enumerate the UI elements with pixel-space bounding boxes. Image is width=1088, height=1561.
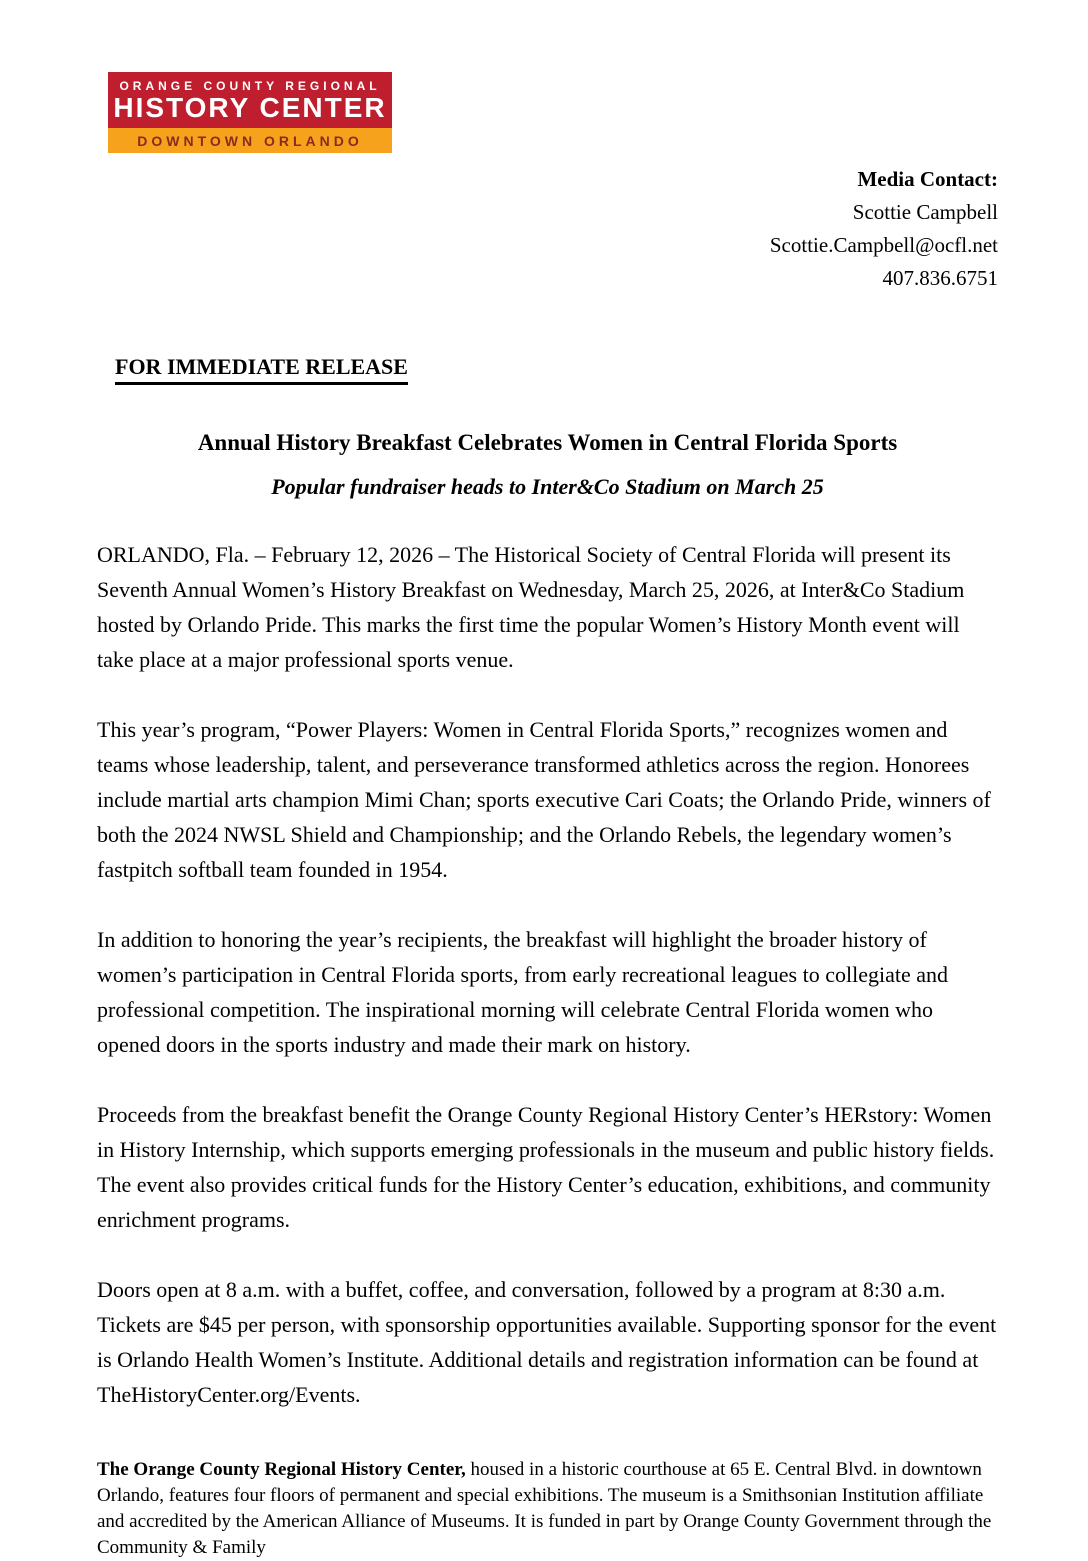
logo-red-block [108, 72, 392, 128]
media-contact-email: Scottie.Campbell@ocfl.net [769, 233, 998, 257]
logo-orange-band [108, 128, 392, 153]
subheadline: Popular fundraiser heads to Inter&Co Stadium on March 25 [271, 474, 824, 499]
paragraph-dateline: ORLANDO, Fla. – February 12, 2026 – The Historical Society of Central Florida will present its Seventh Annual Women’s History Breakfast on Wednesday, March 25, 2026, at Inter&Co Stadium hosted by Orlando Pride. This marks the first time the popular Women’s History Month event will take place at a major professional sports venue. [97, 542, 965, 672]
headline: Annual History Breakfast Celebrates Women in Central Florida Sports [197, 430, 898, 455]
for-immediate-release [115, 353, 998, 385]
logo-title-line: HISTORY CENTER [113, 92, 387, 123]
boilerplate-footer [97, 1457, 998, 1561]
for-immediate-release-text: FOR IMMEDIATE RELEASE [115, 353, 408, 385]
media-contact-name: Scottie Campbell [852, 200, 998, 224]
media-contact-phone: 407.836.6751 [882, 266, 998, 290]
paragraph-tickets: Doors open at 8 a.m. with a buffet, coffee, and conversation, followed by a program at 8:30 a.m. Tickets are $45 per person, with sponsorship opportunities available. Supporting sponsor for the event is Orlando Health Women’s Institute. Additional details and registration information can be found at TheHistoryCenter.org/Events. [97, 1277, 997, 1407]
boilerplate-lead: The Orange County Regional History Center, [97, 1459, 466, 1480]
logo-org-line: ORANGE COUNTY REGIONAL [119, 79, 381, 93]
boilerplate-rest: housed in a historic courthouse at 65 E. Central Blvd. in downtown Orlando, features four floors of permanent and special exhibitions. The museum is a Smithsonian Institution affiliate and accredited by the American Alliance of Museums. It is funded in part by Orange County Government through the Community & Family [97, 1459, 992, 1558]
paragraph-proceeds: Proceeds from the breakfast benefit the Orange County Regional History Center’s HERstory: Women in History Internship, which supports emerging professionals in the museum and public history fields. The event also provides critical funds for the History Center’s education, exhibitions, and community enrichment programs. [97, 1102, 995, 1232]
paragraph-program: This year’s program, “Power Players: Women in Central Florida Sports,” recognizes women and teams whose leadership, talent, and perseverance transformed athletics across the region. Honorees include martial arts champion Mimi Chan; sports executive Cari Coats; the Orlando Pride, winners of both the 2024 NWSL Shield and Championship; and the Orlando Rebels, the legendary women’s fastpitch softball team founded in 1954. [97, 717, 991, 882]
media-contact-block [97, 163, 998, 295]
history-center-logo [108, 72, 392, 153]
media-contact-label: Media Contact: [857, 167, 998, 191]
logo-location-line: DOWNTOWN ORLANDO [137, 132, 363, 149]
paragraph-history: In addition to honoring the year’s recipients, the breakfast will highlight the broader history of women’s participation in Central Florida sports, from early recreational leagues to collegiate and professional competition. The inspirational morning will celebrate Central Florida women who opened doors in the sports industry and made their mark on history. [97, 927, 948, 1057]
